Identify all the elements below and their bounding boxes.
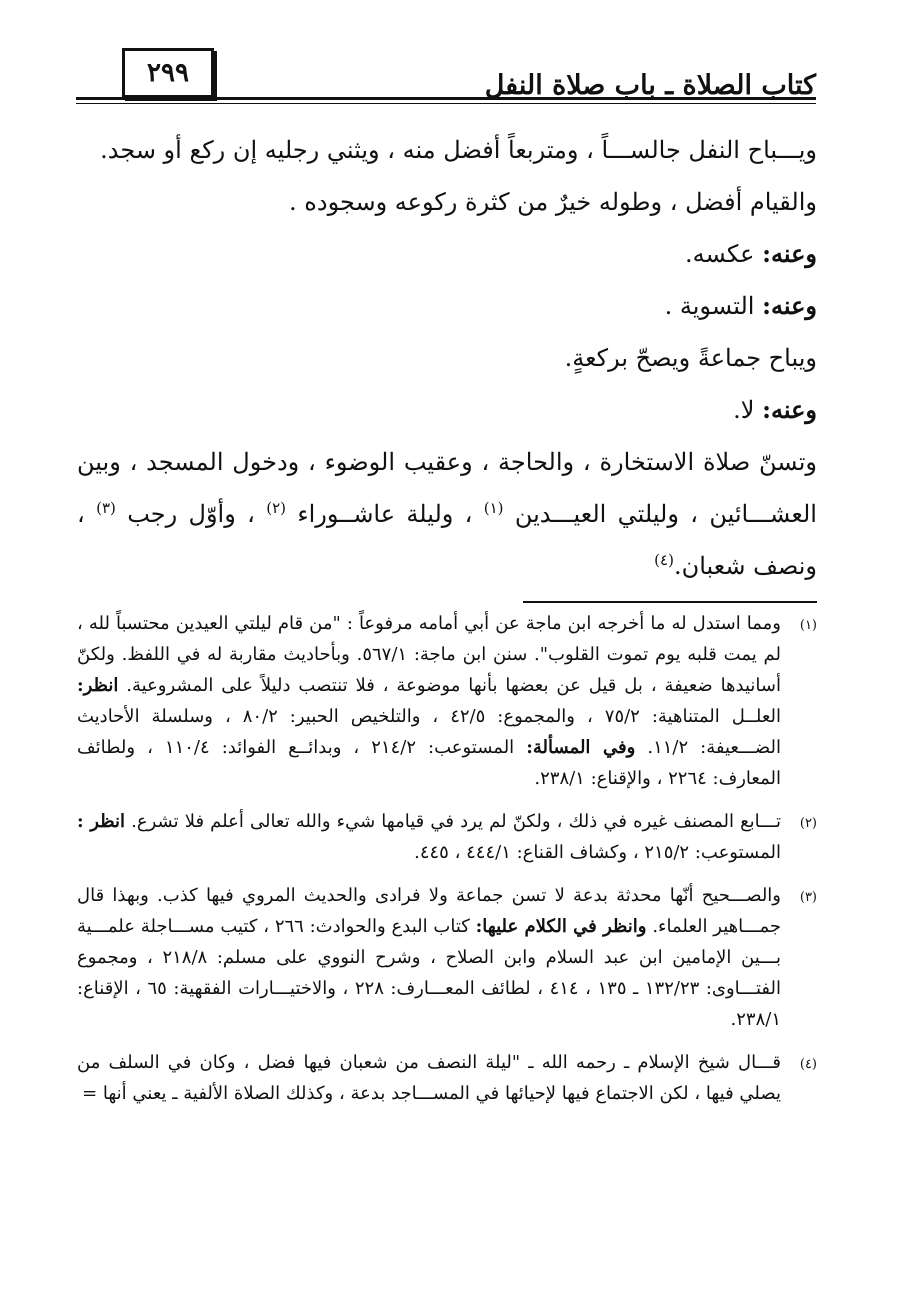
main-line-2: والقيام أفضل ، وطوله خيرٌ من كثرة ركوعه وسجوده . bbox=[289, 188, 817, 216]
main-text bbox=[77, 124, 817, 592]
header-rule-thin bbox=[76, 103, 816, 104]
footnote-number: (١) bbox=[799, 618, 817, 633]
footnote-text-part: كتاب البدع والحوادث: ٢٦٦ ، كتيب مســـاجلة علمـــية بـــين الإمامين ابن عبد السلام وابن الصلاح ، وشرح النووي على مسلم: ٢١٨/٨ ، ومجموع الفتـــاوى: ١٣٢/٢٣ ـ ١٣٥ ، ٤١٤ ، لطائف المعـــارف: ٢٢٨ ، والاختيـــارات الفقهية: ٦٥ ، الإقناع: ٢٣٨/١. bbox=[77, 916, 782, 1030]
riwaya-label: وعنه: bbox=[762, 395, 817, 424]
footnote-ref-2: (٢) bbox=[266, 499, 286, 517]
footnote-ref-1: (١) bbox=[483, 499, 504, 517]
main-line-1: ويـــباح النفل جالســـاً ، ومتربعاً أفضل منه ، ويثني رجليه إن ركع أو سجد. bbox=[100, 136, 817, 164]
paragraph-part-b: ، وليلة عاشــوراء bbox=[297, 500, 473, 528]
footnote-separator bbox=[523, 601, 817, 603]
main-paragraph bbox=[77, 436, 817, 592]
footnote-2 bbox=[77, 806, 817, 868]
footnote-text bbox=[77, 880, 781, 1035]
footnote-text-part: والصـــحيح أنّها محدثة بدعة لا تسن جماعة ولا فرادى والحديث المروي فيها كذب. وبهذا قال جمـــاهير العلماء. bbox=[77, 885, 781, 937]
footnote-number: (٣) bbox=[799, 890, 817, 905]
main-line-5: ويباح جماعةً ويصحّ بركعةٍ. bbox=[564, 344, 817, 372]
running-title: كتاب الصلاة ـ باب صلاة النفل bbox=[484, 70, 816, 101]
footnote-text-part: العلــل المتناهية: ٧٥/٢ ، والمجموع: ٤٢/٥ ، والتلخيص الحبير: ٨٠/٢ ، وسلسلة الأحاديث الضـــعيفة: ١١/٢. bbox=[77, 706, 782, 758]
paragraph-part-a: وتسنّ صلاة الاستخارة ، والحاجة ، وعقيب الوضوء ، ودخول المسجد ، وبين العشـــائين ، وليلتي العيـــدين bbox=[77, 448, 817, 528]
footnote-text bbox=[77, 1047, 781, 1109]
riwaya-text: عكسه. bbox=[684, 240, 755, 268]
main-line-6 bbox=[77, 384, 817, 436]
footnote-number: (٤) bbox=[799, 1057, 817, 1072]
paragraph-part-c: ، وأوّل رجب bbox=[127, 500, 255, 528]
footnote-text-part: تـــابع المصنف غيره في ذلك ، ولكنّ لم يرد في قيامها شيء والله تعالى أعلم فلا تشرع. bbox=[131, 811, 781, 832]
footnote-bold-label: وفي المسألة: bbox=[526, 737, 636, 758]
header-rule-thick bbox=[76, 97, 816, 100]
paragraph-part-d: ، ونصف شعبان. bbox=[77, 500, 817, 580]
riwaya-label: وعنه: bbox=[762, 239, 817, 268]
footnote-text bbox=[77, 806, 781, 868]
riwaya-label: وعنه: bbox=[762, 291, 817, 320]
footnotes bbox=[77, 608, 817, 1121]
footnote-number: (٢) bbox=[799, 816, 817, 831]
main-line-4 bbox=[77, 280, 817, 332]
footnote-bold-label: انظر : bbox=[77, 811, 126, 832]
page-header bbox=[76, 48, 816, 104]
footnote-3 bbox=[77, 880, 817, 1035]
footnote-ref-3: (٣) bbox=[96, 499, 116, 517]
footnote-bold-label: وانظر في الكلام عليها: bbox=[475, 916, 647, 937]
footnote-bold-label: انظر: bbox=[77, 675, 119, 696]
footnote-1 bbox=[77, 608, 817, 794]
footnote-ref-4: (٤) bbox=[654, 551, 674, 569]
main-line-3 bbox=[77, 228, 817, 280]
page-number: ٢٩٩ bbox=[122, 48, 214, 98]
riwaya-text: لا. bbox=[733, 396, 755, 424]
footnote-text-part: قـــال شيخ الإسلام ـ رحمه الله ـ "ليلة النصف من شعبان فيها فضل ، وكان في السلف من يصلي فيها ، لكن الاجتماع فيها لإحيائها في المســـاجد بدعة ، وكذلك الصلاة الألفية ـ يعني أنها = bbox=[77, 1052, 781, 1104]
footnote-text bbox=[77, 608, 781, 794]
footnote-text-part: المستوعب: ٢١٤/٢ ، وبدائــع الفوائد: ١١٠/٤ ، ولطائف المعارف: ٢٢٦٤ ، والإقناع: ٢٣٨/١. bbox=[77, 737, 781, 789]
footnote-text-part: المستوعب: ٢١٥/٢ ، وكشاف القناع: ٤٤٤/١ ، ٤٤٥. bbox=[414, 842, 781, 863]
footnote-4 bbox=[77, 1047, 817, 1109]
footnote-text-part: ومما استدل له ما أخرجه ابن ماجة عن أبي أمامه مرفوعاً : "من قام ليلتي العيدين محتسباً لله ، لم يمت قلبه يوم تموت القلوب". سنن ابن ماجة: ٥٦٧/١. وبأحاديث مقاربة له في اللفظ. ولكنّ أسانيدها ضعيفة ، بل قيل عن بعضها بأنها موضوعة ، فلا تنتصب دليلاً على المشروعية. bbox=[77, 613, 781, 696]
riwaya-text: التسوية . bbox=[664, 292, 755, 320]
